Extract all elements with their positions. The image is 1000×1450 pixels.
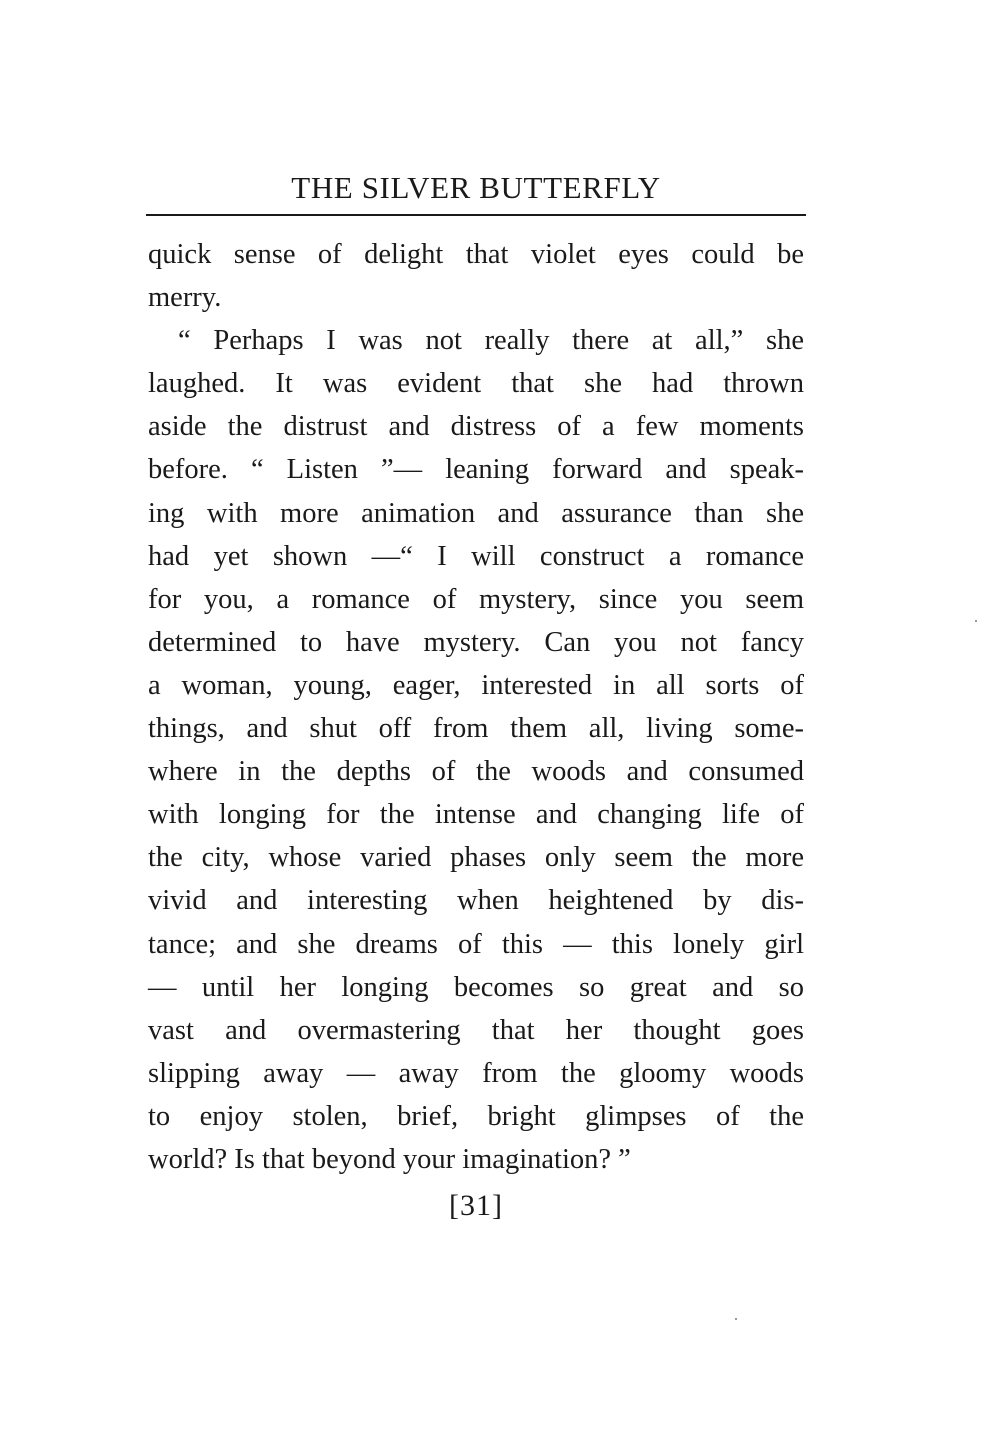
header-rule	[146, 214, 806, 216]
text-line: quick sense of delight that violet eyes could be	[148, 239, 804, 270]
page-body	[148, 233, 804, 1181]
text-line: before. “ Listen ”— leaning forward and speak-	[148, 454, 804, 486]
text-line: ing with more animation and assurance than she	[148, 497, 804, 529]
text-line: a woman, young, eager, interested in all sorts of	[148, 669, 804, 701]
paper-speck	[975, 620, 977, 622]
text-line: determined to have mystery. Can you not fancy	[148, 626, 804, 658]
text-line: where in the depths of the woods and consumed	[148, 756, 804, 788]
paper-speck	[735, 1318, 737, 1320]
text-line: with longing for the intense and changing life of	[148, 799, 804, 831]
text-line: to enjoy stolen, brief, bright glimpses of the	[148, 1100, 804, 1132]
text-line: vivid and interesting when heightened by dis-	[148, 885, 804, 917]
text-line: — until her longing becomes so great and so	[148, 971, 804, 1003]
text-line: laughed. It was evident that she had thrown	[148, 368, 804, 400]
text-line: aside the distrust and distress of a few moments	[148, 411, 804, 443]
text-line: world? Is that beyond your imagination? ”	[148, 1143, 631, 1175]
text-line: slipping away — away from the gloomy woods	[148, 1057, 804, 1089]
running-head-title: THE SILVER BUTTERFLY	[291, 170, 661, 205]
text-line: the city, whose varied phases only seem the more	[148, 842, 804, 874]
text-line: merry.	[148, 282, 222, 314]
text-line: had yet shown —“ I will construct a romance	[148, 540, 804, 572]
text-line: tance; and she dreams of this — this lonely girl	[148, 928, 804, 960]
text-line: for you, a romance of mystery, since you seem	[148, 583, 804, 615]
page-number: [31]	[449, 1189, 503, 1222]
text-line: things, and shut off from them all, living some-	[148, 713, 804, 745]
text-line: vast and overmastering that her thought goes	[148, 1014, 804, 1046]
text-line: “ Perhaps I was not really there at all,” she	[178, 325, 804, 357]
